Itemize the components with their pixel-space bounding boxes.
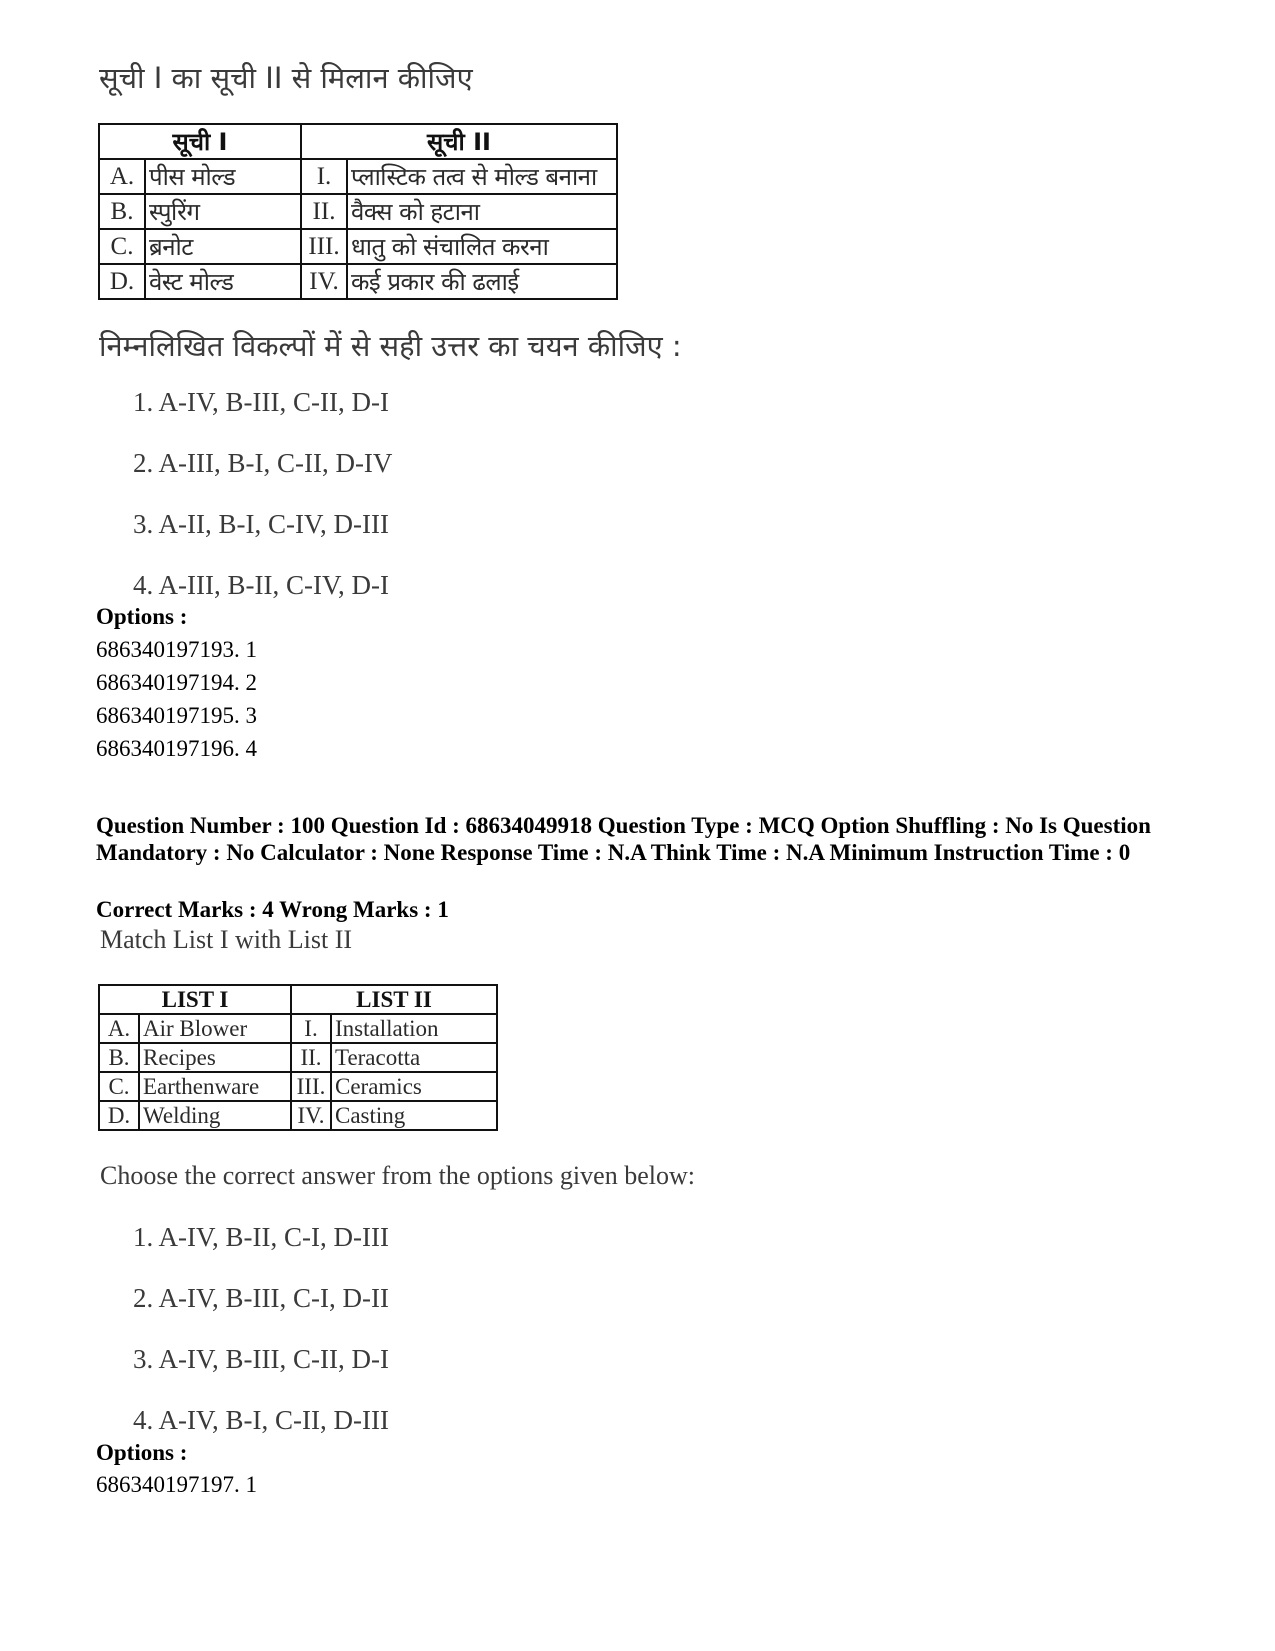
table-header-row	[99, 985, 497, 1014]
row-key-left: A.	[99, 159, 145, 194]
row-value-right: वैक्स को हटाना	[347, 194, 617, 229]
row-key-right: IV.	[291, 1101, 331, 1130]
table-header-row	[99, 124, 617, 159]
list-1-header: LIST I	[99, 985, 291, 1014]
q99-instruction: निम्नलिखित विकल्पों में से सही उत्तर का चयन कीजिए :	[99, 329, 682, 363]
row-value-left: Welding	[139, 1101, 291, 1130]
row-value-left: Air Blower	[139, 1014, 291, 1043]
table-row	[99, 194, 617, 229]
row-value-right: प्लास्टिक तत्व से मोल्ड बनाना	[347, 159, 617, 194]
row-key-left: D.	[99, 264, 145, 299]
row-key-right: I.	[291, 1014, 331, 1043]
row-key-right: III.	[301, 229, 347, 264]
row-value-left: ब्रनोट	[145, 229, 301, 264]
table-row	[99, 1043, 497, 1072]
q100-match-table	[98, 984, 498, 1131]
row-key-right: II.	[291, 1043, 331, 1072]
q100-heading: Match List I with List II	[100, 925, 353, 954]
row-key-right: I.	[301, 159, 347, 194]
q99-option-1: 686340197193. 1	[96, 637, 257, 662]
q100-choice-1: 1. A-IV, B-II, C-I, D-III	[133, 1222, 389, 1252]
row-key-left: C.	[99, 1072, 139, 1101]
row-value-right: कई प्रकार की ढलाई	[347, 264, 617, 299]
row-key-left: C.	[99, 229, 145, 264]
table-row	[99, 1101, 497, 1130]
q100-choice-2: 2. A-IV, B-III, C-I, D-II	[133, 1283, 389, 1313]
row-value-right: Casting	[331, 1101, 497, 1130]
row-key-left: A.	[99, 1014, 139, 1043]
row-key-right: IV.	[301, 264, 347, 299]
row-value-left: Earthenware	[139, 1072, 291, 1101]
q99-heading: सूची I का सूची II से मिलान कीजिए	[99, 61, 473, 95]
table-row	[99, 159, 617, 194]
row-key-right: II.	[301, 194, 347, 229]
row-key-left: B.	[99, 1043, 139, 1072]
q99-choice-3: 3. A-II, B-I, C-IV, D-III	[133, 509, 389, 539]
q100-option-1: 686340197197. 1	[96, 1472, 257, 1497]
row-value-right: Installation	[331, 1014, 497, 1043]
table-row	[99, 1014, 497, 1043]
table-row	[99, 264, 617, 299]
row-key-right: III.	[291, 1072, 331, 1101]
row-key-left: D.	[99, 1101, 139, 1130]
row-key-left: B.	[99, 194, 145, 229]
q99-option-3: 686340197195. 3	[96, 703, 257, 728]
row-value-right: Ceramics	[331, 1072, 497, 1101]
row-value-left: Recipes	[139, 1043, 291, 1072]
row-value-right: Teracotta	[331, 1043, 497, 1072]
q100-meta: Question Number : 100 Question Id : 68634049918 Question Type : MCQ Option Shuffling : No Is Question Mandatory : No Calculator : None Response Time : N.A Think Time : N.A Minimum Instruction Time : 0	[96, 813, 1151, 865]
q100-choice-3: 3. A-IV, B-III, C-II, D-I	[133, 1344, 389, 1374]
q100-options-label: Options :	[96, 1440, 188, 1465]
q99-choice-1: 1. A-IV, B-III, C-II, D-I	[133, 387, 389, 417]
q99-option-2: 686340197194. 2	[96, 670, 257, 695]
q99-option-4: 686340197196. 4	[96, 736, 257, 761]
table-row	[99, 229, 617, 264]
row-value-right: धातु को संचालित करना	[347, 229, 617, 264]
list-2-header: LIST II	[291, 985, 497, 1014]
q99-match-table	[98, 123, 618, 300]
list-2-header: सूची II	[301, 124, 617, 159]
q100-instruction: Choose the correct answer from the options given below:	[100, 1161, 695, 1190]
table-row	[99, 1072, 497, 1101]
q99-options-label: Options :	[96, 604, 188, 629]
q100-marks: Correct Marks : 4 Wrong Marks : 1	[96, 897, 449, 922]
q99-choice-4: 4. A-III, B-II, C-IV, D-I	[133, 570, 389, 600]
q99-choice-2: 2. A-III, B-I, C-II, D-IV	[133, 448, 393, 478]
row-value-left: पीस मोल्ड	[145, 159, 301, 194]
list-1-header: सूची I	[99, 124, 301, 159]
row-value-left: स्पुरिंग	[145, 194, 301, 229]
row-value-left: वेस्ट मोल्ड	[145, 264, 301, 299]
q100-choice-4: 4. A-IV, B-I, C-II, D-III	[133, 1405, 389, 1435]
